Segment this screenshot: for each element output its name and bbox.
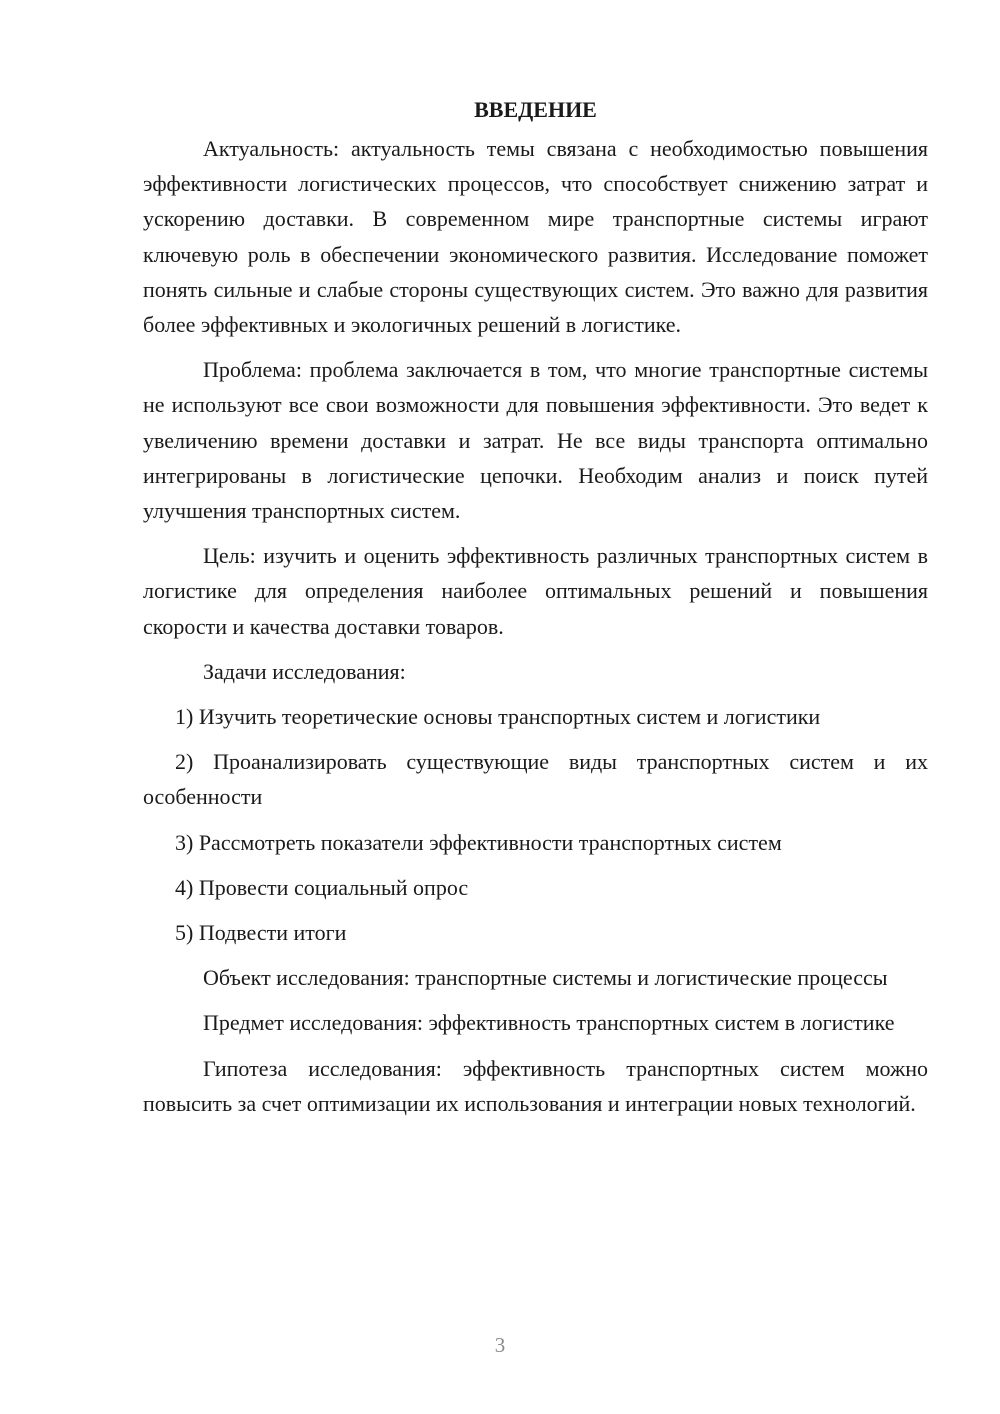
task-item-2: 2) Проанализировать существующие виды транспортных систем и их особенности: [143, 749, 928, 810]
relevance-paragraph: Актуальность: актуальность темы связана с необходимостью повышения эффективности логистических процессов, что способствует снижению затрат и ускорению доставки. В современном мире транспортные системы играют ключевую роль в обеспечении экономического развития. Исследование поможет понять сильные и слабые стороны существующих систем. Это важно для развития более эффективных и экологичных решений в логистике.: [143, 136, 928, 338]
problem-paragraph: Проблема: проблема заключается в том, что многие транспортные системы не используют все свои возможности для повышения эффективности. Это ведет к увеличению времени доставки и затрат. Не все виды транспорта оптимально интегрированы в логистические цепочки. Необходим анализ и поиск путей улучшения транспортных систем.: [143, 357, 928, 524]
page-title: ВВЕДЕНИЕ: [474, 97, 597, 122]
task-item-4: 4) Провести социальный опрос: [175, 874, 469, 900]
subject-paragraph: Предмет исследования: эффективность транспортных систем в логистике: [203, 1010, 895, 1036]
page-number: 3: [494, 1333, 506, 1357]
tasks-heading: Задачи исследования:: [203, 658, 406, 684]
object-paragraph: Объект исследования: транспортные системы и логистические процессы: [203, 965, 888, 991]
task-item-1: 1) Изучить теоретические основы транспортных систем и логистики: [175, 704, 821, 730]
task-item-5: 5) Подвести итоги: [175, 920, 347, 946]
task-item-3: 3) Рассмотреть показатели эффективности транспортных систем: [175, 829, 782, 855]
hypothesis-paragraph: Гипотеза исследования: эффективность транспортных систем можно повысить за счет оптимизации их использования и интеграции новых технологий.: [143, 1055, 928, 1116]
goal-paragraph: Цель: изучить и оценить эффективность различных транспортных систем в логистике для определения наиболее оптимальных решений и повышения скорости и качества доставки товаров.: [143, 543, 928, 639]
document-page: [143, 92, 928, 1131]
